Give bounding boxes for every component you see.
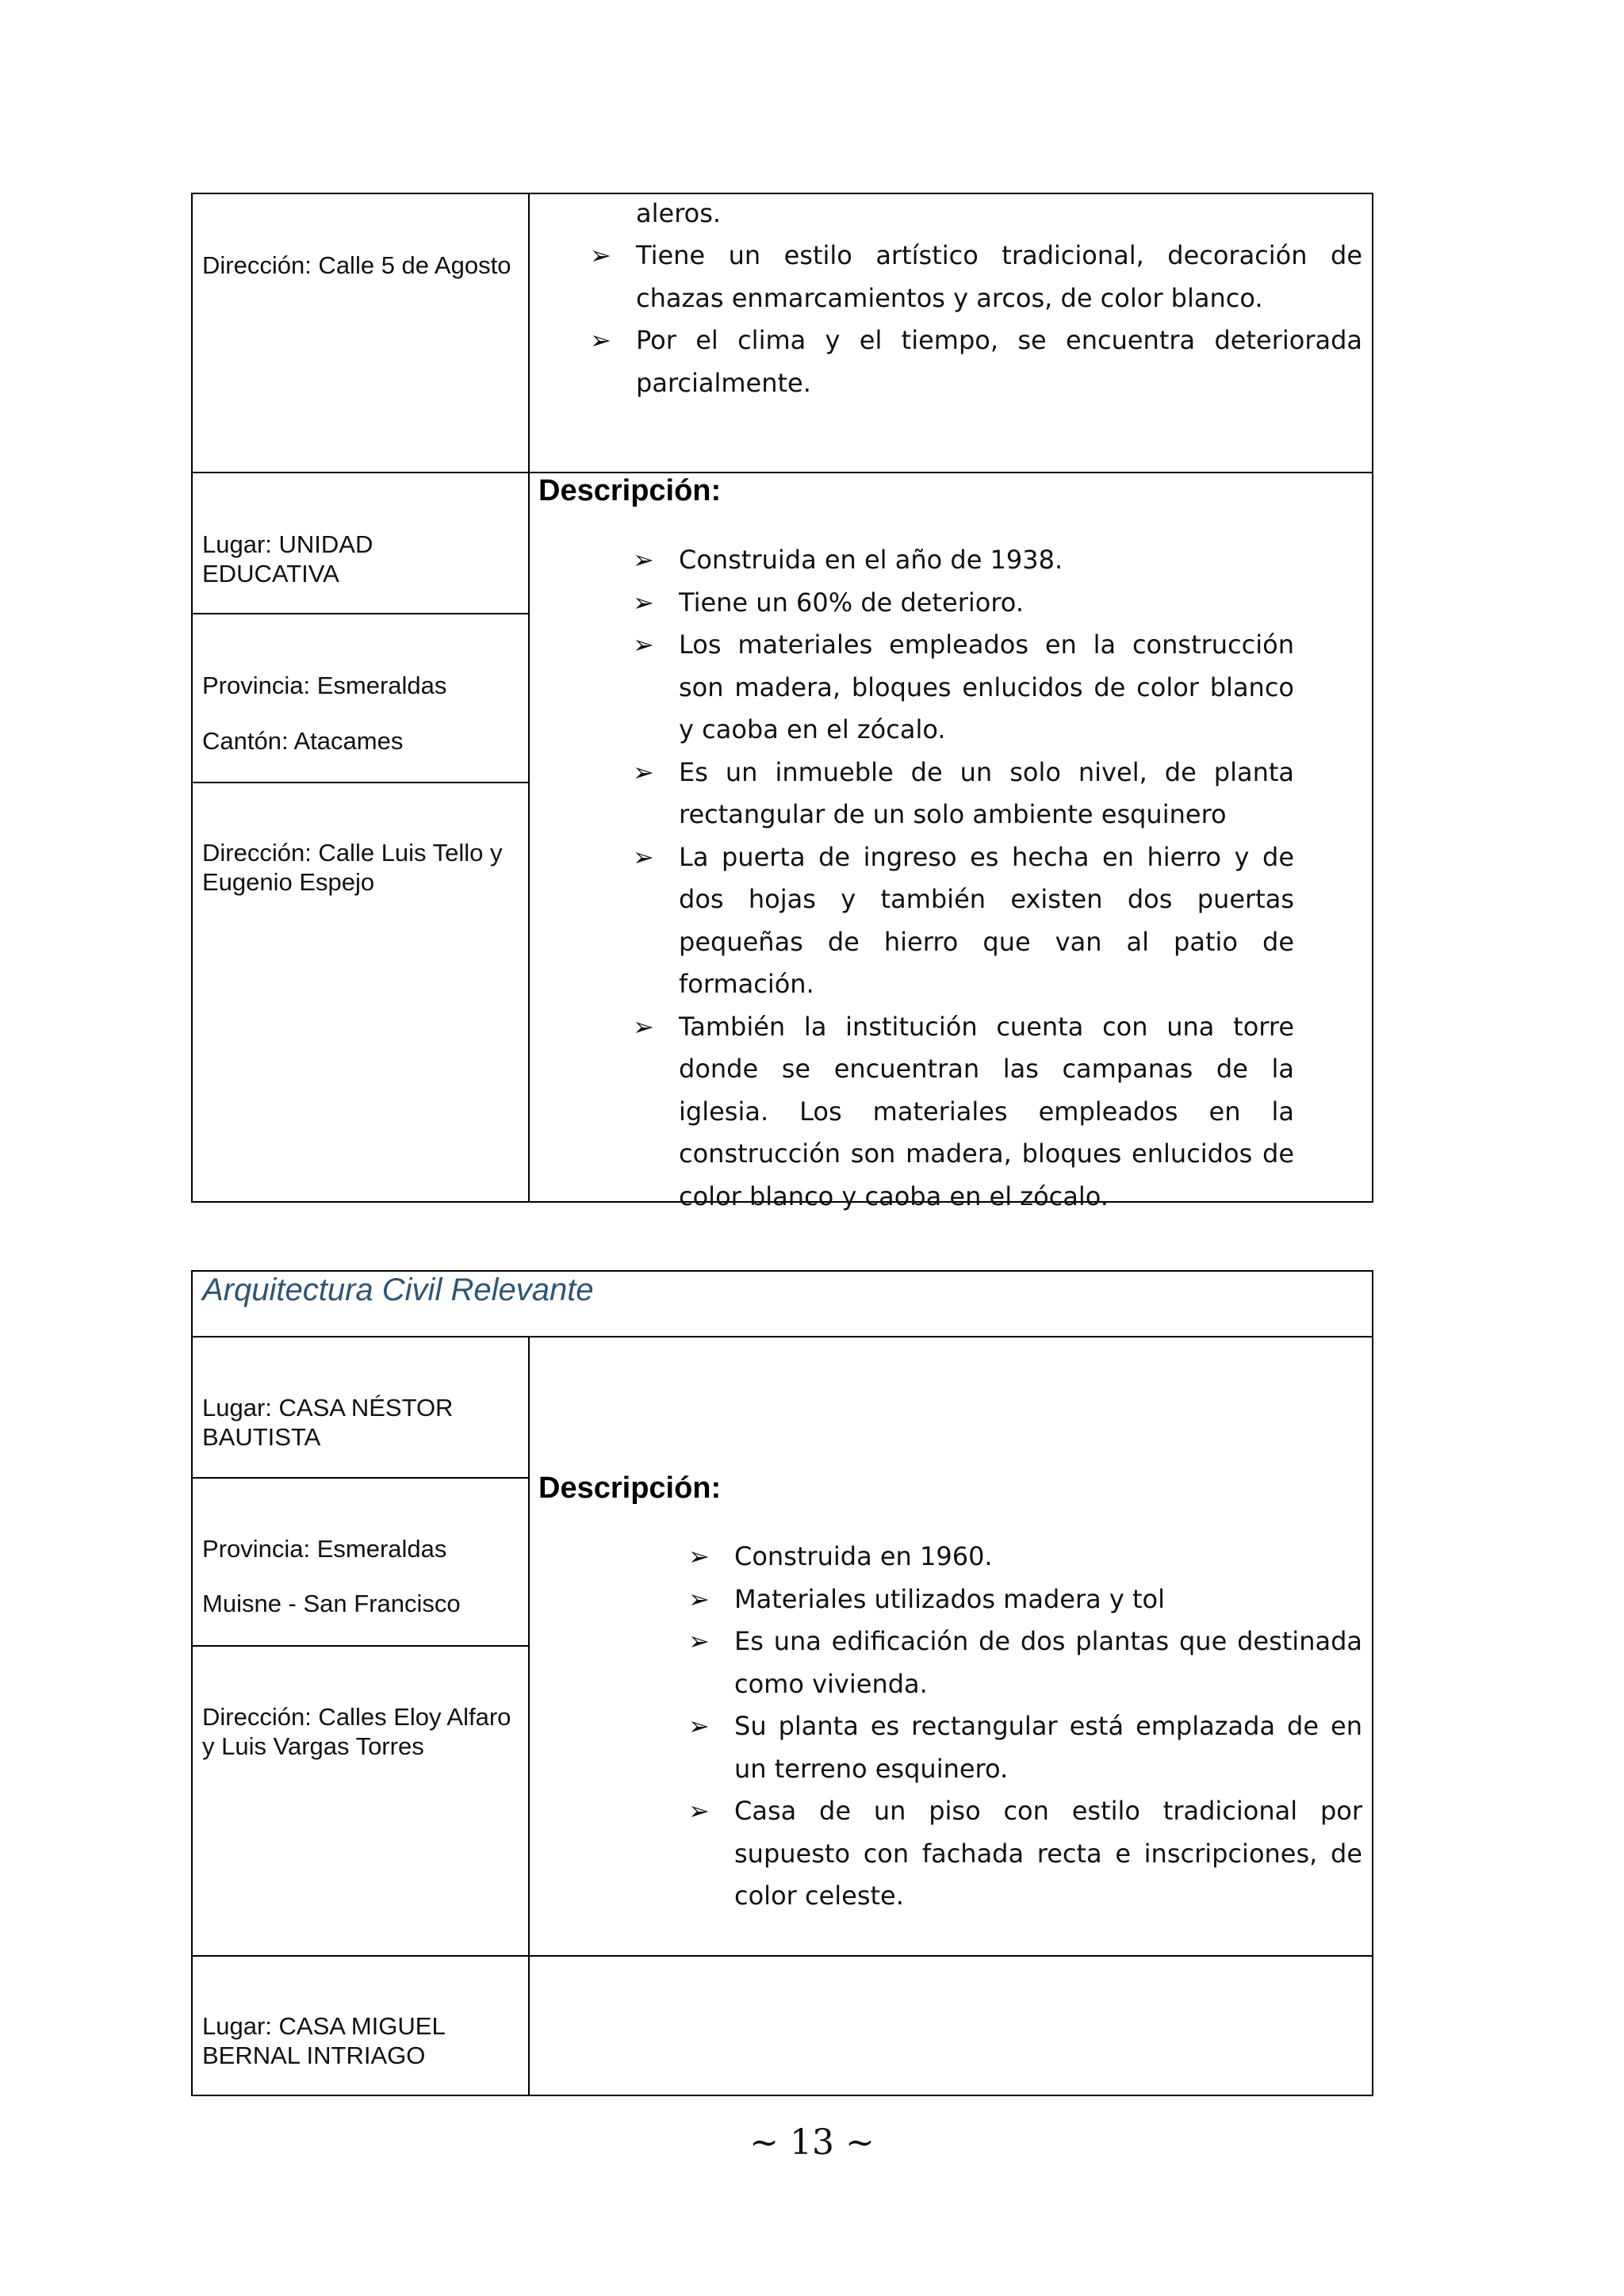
canton-label: Cantón: Atacames — [202, 727, 404, 755]
row-2-bullet-list — [633, 539, 1294, 1218]
page-number: ~ 13 ~ — [749, 2122, 875, 2163]
table-2-title-divider — [191, 1336, 1373, 1337]
table-2-left-divider-1 — [191, 1477, 529, 1479]
canton-label: Muisne - San Francisco — [202, 1590, 461, 1617]
arrowhead-bullet-icon: ➢ — [633, 756, 654, 787]
list-item: ➢ Casa de un piso con estilo tradicional por supuesto con fachada recta e inscripciones, de color celeste. — [734, 1790, 1362, 1918]
provincia-label: Provincia: Esmeraldas — [202, 672, 447, 699]
row-1-bullet-list — [590, 235, 1362, 404]
arrowhead-bullet-icon: ➢ — [590, 240, 611, 270]
list-item: ➢ Los materiales empleados en la construcción son madera, bloques enlucidos de color blanco y caoba en el zócalo. — [679, 624, 1294, 752]
table-2-bullet-list — [688, 1536, 1362, 1918]
list-item: ➢ Su planta es rectangular está emplazada de en un terreno esquinero. — [734, 1705, 1362, 1790]
list-item: ➢ Es un inmueble de un solo nivel, de planta rectangular de un solo ambiente esquinero — [679, 752, 1294, 836]
arrowhead-bullet-icon: ➢ — [633, 841, 654, 872]
arrowhead-bullet-icon: ➢ — [590, 325, 611, 355]
descripcion-heading: Descripción: — [538, 474, 722, 507]
arrowhead-bullet-icon: ➢ — [688, 1711, 710, 1741]
arrowhead-bullet-icon: ➢ — [633, 1011, 654, 1042]
table-2-left-divider-2 — [191, 1645, 529, 1647]
arrowhead-bullet-icon: ➢ — [688, 1796, 710, 1826]
list-item: ➢ Construida en 1960. — [734, 1536, 1362, 1578]
direccion-label: Dirección: Calles Eloy Alfaro y Luis Vargas Torres — [202, 1703, 511, 1760]
table-2-row-divider — [191, 1955, 1373, 1957]
list-item: ➢ También la institución cuenta con una torre donde se encuentran las campanas de la iglesia. Los materiales empleados en la construcción son madera, bloques enlucidos de color blanco y caoba en el zócalo. — [679, 1006, 1294, 1219]
list-item: ➢ Construida en el año de 1938. — [679, 539, 1294, 582]
arrowhead-bullet-icon: ➢ — [688, 1626, 710, 1656]
section-title: Arquitectura Civil Relevante — [202, 1272, 594, 1307]
list-item: ➢ Por el clima y el tiempo, se encuentra deteriorada parcialmente. — [636, 320, 1362, 404]
arrowhead-bullet-icon: ➢ — [633, 629, 654, 660]
arrowhead-bullet-icon: ➢ — [688, 1583, 710, 1614]
list-item: ➢ Es una edificación de dos plantas que destinada como vivienda. — [734, 1621, 1362, 1705]
list-item: ➢ Tiene un 60% de deterioro. — [679, 582, 1294, 625]
arrowhead-bullet-icon: ➢ — [633, 545, 654, 575]
direccion-label: Dirección: Calle Luis Tello y Eugenio Espejo — [202, 839, 503, 896]
lugar-label: Lugar: UNIDAD EDUCATIVA — [202, 530, 373, 587]
table-1-column-divider — [528, 193, 530, 1203]
descripcion-heading: Descripción: — [538, 1471, 722, 1505]
list-item: ➢ Materiales utilizados madera y tol — [734, 1578, 1362, 1621]
lugar-label: Lugar: CASA MIGUEL BERNAL INTRIAGO — [202, 2012, 446, 2069]
direccion-label: Dirección: Calle 5 de Agosto — [202, 251, 511, 279]
table-1-left-divider-2 — [191, 782, 529, 783]
table-2-column-divider — [528, 1336, 530, 2096]
provincia-label: Provincia: Esmeraldas — [202, 1535, 447, 1563]
continuation-text: aleros. — [636, 198, 722, 228]
arrowhead-bullet-icon: ➢ — [688, 1541, 710, 1571]
list-item: ➢ La puerta de ingreso es hecha en hierro y de dos hojas y también existen dos puertas pequeñas de hierro que van al patio de formación. — [679, 836, 1294, 1006]
lugar-label: Lugar: CASA NÉSTOR BAUTISTA — [202, 1394, 454, 1451]
table-1-left-divider-1 — [191, 613, 529, 614]
list-item: ➢ Tiene un estilo artístico tradicional, decoración de chazas enmarcamientos y arcos, de color blanco. — [636, 235, 1362, 320]
arrowhead-bullet-icon: ➢ — [633, 587, 654, 618]
